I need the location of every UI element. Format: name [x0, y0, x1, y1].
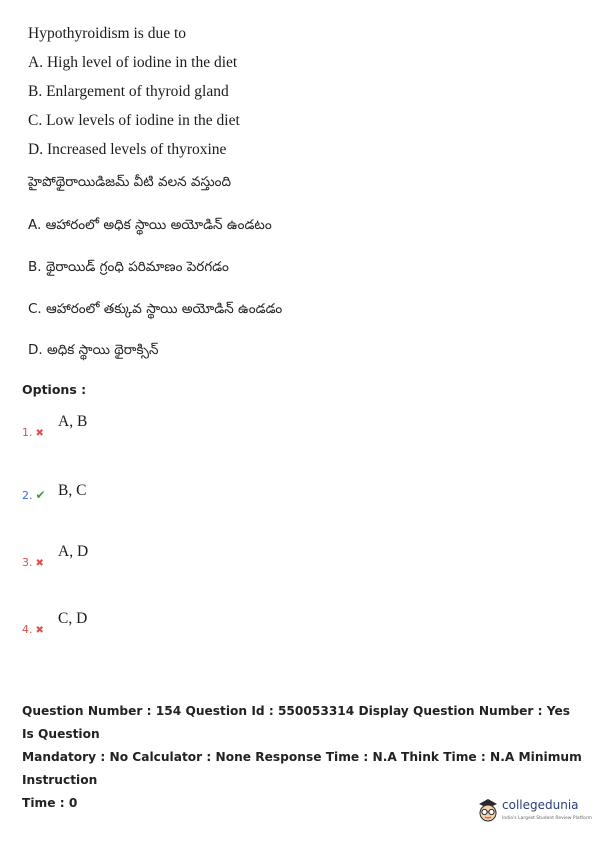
cross-icon: ✖ [35, 428, 44, 439]
question-stem-telugu: హైపోథైరాయిడిజమ్ వీటి వలన వస్తుంది [28, 174, 232, 190]
option-en-d: D. Increased levels of thyroxine [28, 141, 227, 158]
mascot-icon [476, 796, 500, 826]
option-4-text: C, D [58, 610, 88, 627]
metadata-line-1: Question Number : 154 Question Id : 550053314 Display Question Number : Yes Is Question [22, 704, 571, 741]
cross-icon: ✖ [35, 625, 44, 636]
option-4-number [22, 623, 44, 636]
logo-wordmark: collegedunia [502, 798, 579, 812]
logo-tagline: India's Largest Student Review Platform [502, 816, 592, 821]
option-en-a: A. High level of iodine in the diet [28, 54, 238, 71]
option-1-text: A, B [58, 413, 88, 430]
option-en-c: C. Low levels of iodine in the diet [28, 112, 240, 129]
option-en-b: B. Enlargement of thyroid gland [28, 83, 229, 100]
options-label: Options : [22, 382, 87, 397]
option-3-number [22, 556, 44, 569]
option-number-text: 2. [22, 489, 33, 502]
question-stem: Hypothyroidism is due to [28, 25, 187, 42]
option-number-text: 3. [22, 556, 33, 569]
metadata-line-2: Mandatory : No Calculator : None Response Time : N.A Think Time : N.A Minimum Instruction [22, 750, 582, 787]
option-number-text: 1. [22, 426, 33, 439]
option-3-text: A, D [58, 543, 89, 560]
cross-icon: ✖ [35, 558, 44, 569]
collegedunia-logo [476, 792, 592, 832]
check-icon: ✔ [35, 488, 46, 502]
option-te-c: C. ఆహారంలో తక్కువ స్థాయి అయోడిన్ ఉండడం [28, 301, 283, 317]
option-te-b: B. థైరాయిడ్ గ్రంధి పరిమాణం పెరగడం [28, 259, 229, 275]
option-2-number [22, 488, 46, 502]
option-number-text: 4. [22, 623, 33, 636]
option-te-d: D. అధిక స్థాయి థైరాక్సిన్ [28, 342, 159, 358]
metadata-line-3: Time : 0 [22, 796, 78, 810]
option-1-number [22, 426, 44, 439]
option-te-a: A. ఆహారంలో అధిక స్థాయి అయోడిన్ ఉండటం [28, 217, 272, 233]
option-2-text: B, C [58, 482, 87, 499]
